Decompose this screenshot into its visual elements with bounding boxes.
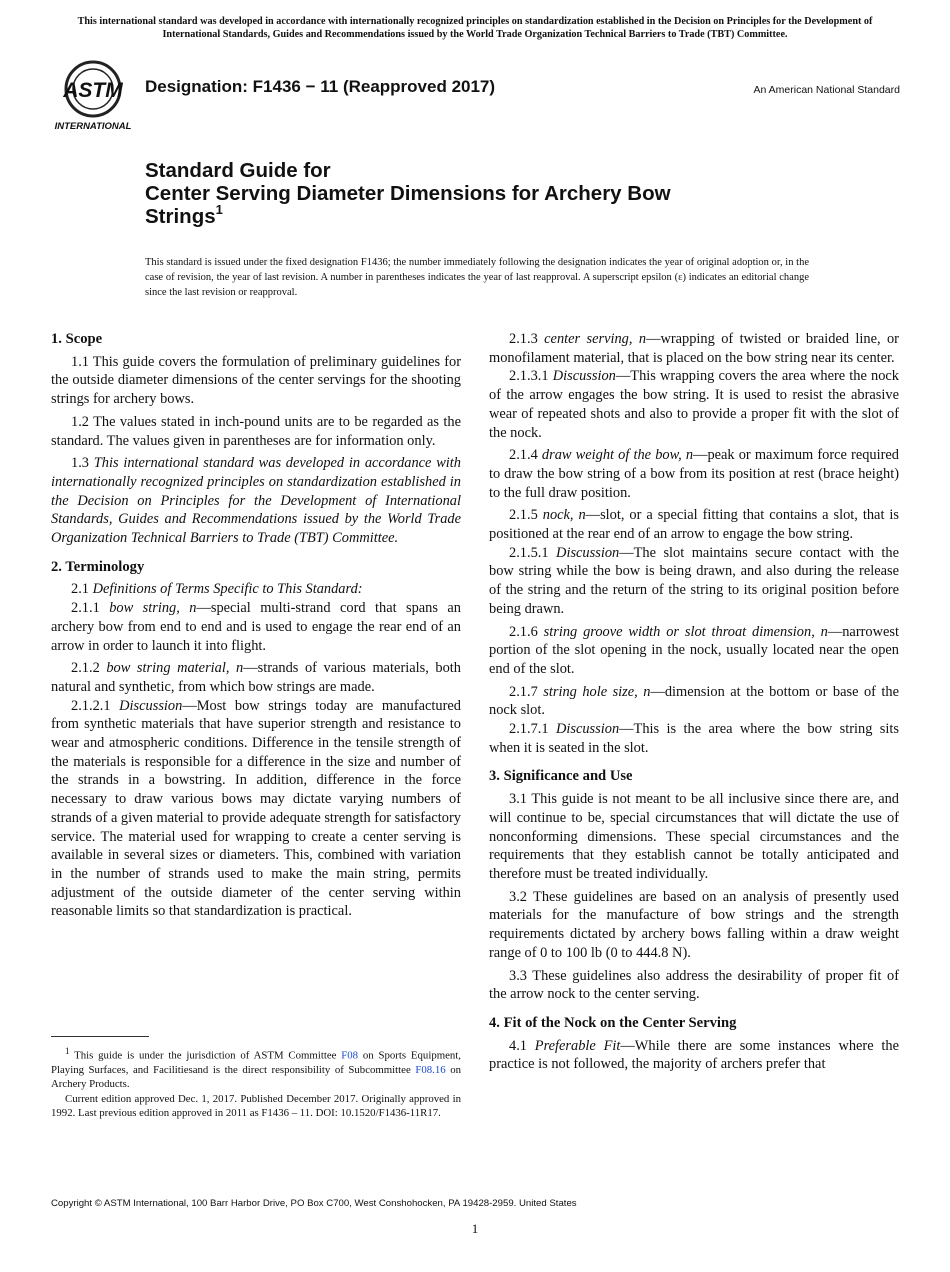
left-column — [51, 330, 461, 925]
title-line-2: Center Serving Diameter Dimensions for Archery Bow — [145, 182, 671, 205]
paragraph-2-1-5: 2.1.5 nock, n—slot, or a special fitting that contains a slot, that is positioned at the rear end of an arrow to engage the bow string. — [489, 507, 899, 543]
title-footnote-mark: 1 — [215, 202, 223, 218]
paragraph-2-1-4: 2.1.4 draw weight of the bow, n—peak or maximum force required to draw the bow string of a bow from its position at rest (brace height) to the full draw position. — [489, 447, 899, 501]
paragraph-2-1-2-1: 2.1.2.1 Discussion—Most bow strings today are manufactured from synthetic materials that have superior strength and resistance to wear and atmospheric conditions. Difference in the tensile strength of the materials is responsible for a difference in the size and number of the strands in a bowstring. In addition, difference in the force necessary to draw various bows may dictate varying numbers of strands of a given material to provide adequate strength for satisfactory service. The material used for wrapping to create a center serving is available in several sizes or diameters. This, combined with variation in the number of strands used to make the main string, permits adjustment of the outside diameter of the center serving within reasonable limits so that standardization is practical. — [51, 697, 461, 920]
paragraph-1-1: 1.1 This guide covers the formulation of preliminary guidelines for the outside diameter dimensions of the center servings for the shooting strings for archery bows. — [51, 353, 461, 408]
national-standard-label: An American National Standard — [753, 84, 900, 96]
paragraph-1-3: 1.3 This international standard was developed in accordance with internationally recognized principles on standardization established in the Decision on Principles for the Development of International Standards, Guides and Recommendations issued by the World Trade Organization Technical Barriers to Trade (TBT) Committee. — [51, 455, 461, 547]
paragraph-2-1-7: 2.1.7 string hole size, n—dimension at the bottom or base of the nock slot. — [489, 683, 899, 719]
paragraph-2-1-1: 2.1.1 bow string, n—special multi-strand cord that spans an archery bow from end to end and is used to engage the rear end of an arrow in order to launch it into flight. — [51, 600, 461, 654]
designation: Designation: F1436 − 11 (Reapproved 2017) — [145, 77, 496, 96]
paragraph-2-1: 2.1 Definitions of Terms Specific to This Standard: — [71, 581, 363, 598]
paragraph-2-1-6: 2.1.6 string groove width or slot throat dimension, n—narrowest portion of the slot opening in the nock, usually located near the open end of the slot. — [489, 623, 899, 677]
top-notice: This international standard was developed in accordance with internationally recognized principles on standardization established in the Decision on Principles for the Development of International Standards, Guides and Recommendations issued by the World Trade Organization Technical Barriers to Trade (TBT) Committee. — [77, 16, 873, 40]
paragraph-3-2: 3.2 These guidelines are based on an analysis of presently used materials for the manufacture of bow strings and the strength requirements dictated by archery bows falling within a draw weight range of 0 to 100 lb (0 to 444.8 N). — [489, 888, 899, 961]
logo-subtext: INTERNATIONAL — [54, 121, 132, 132]
copyright-notice: Copyright © ASTM International, 100 Barr Harbor Drive, PO Box C700, West Conshohocken, PA 19428-2959. United States — [51, 1198, 577, 1209]
section-heading-scope: 1. Scope — [51, 331, 103, 347]
subcommittee-f08-16-link[interactable]: F08.16 — [415, 1063, 446, 1076]
paragraph-2-1-7-1: 2.1.7.1 Discussion—This is the area where the bow string sits when it is seated in the slot. — [489, 721, 899, 756]
paragraph-1-2: 1.2 The values stated in inch-pound units are to be regarded as the standard. The values given in parentheses are for information only. — [51, 413, 461, 449]
right-column — [489, 330, 899, 1078]
footnote-1: $^1$ This guide is under the jurisdiction of ASTM Committee F08 on Sports Equipment, Playing Surfaces, and Facilitiesand is the direct responsibility of Subcommittee F08.16 on Archery Products. — [51, 1046, 462, 1090]
paragraph-3-3: 3.3 These guidelines also address the desirability of proper fit of the arrow nock to the center serving. — [489, 967, 899, 1003]
title-line-1: Standard Guide for — [145, 159, 331, 182]
title-line-3: Strings — [145, 205, 216, 228]
footnote-edition: Current edition approved Dec. 1, 2017. Published December 2017. Originally approved in 1992. Last previous edition approved in 2011 as F1436 – 11. DOI: 10.1520/F1436-11R17. — [51, 1093, 461, 1120]
page-number: 1 — [471, 1221, 479, 1236]
footnotes — [51, 1044, 461, 1122]
issuance-note: This standard is issued under the fixed designation F1436; the number immediately following the designation indicates the year of original adoption or, in the case of revision, the year of last revision. A number in parentheses indicates the year of last reapproval. A superscript epsilon (ε) indicates an editorial change since the last revision or reapproval. — [145, 257, 809, 298]
footnote-divider — [51, 1036, 149, 1037]
section-heading-fit: 4. Fit of the Nock on the Center Serving — [489, 1014, 737, 1031]
logo-text: ASTM — [63, 79, 123, 102]
page-title — [145, 159, 845, 228]
paragraph-2-1-5-1: 2.1.5.1 Discussion—The slot maintains secure contact with the bow string while the bow is being drawn, and also during the release of the string and the return of the string to its original position before being drawn. — [489, 544, 900, 617]
section-heading-terminology: 2. Terminology — [51, 558, 145, 575]
section-heading-significance: 3. Significance and Use — [489, 768, 633, 785]
paragraph-2-1-2: 2.1.2 bow string material, n—strands of various materials, both natural and synthetic, from which bow strings are made. — [51, 660, 461, 695]
paragraph-2-1-3: 2.1.3 center serving, n—wrapping of twisted or braided line, or monofilament material, that is placed on the bow string near its center. — [489, 331, 899, 366]
paragraph-2-1-3-1: 2.1.3.1 Discussion—This wrapping covers the area where the nock of the arrow engages the bow string. It is used to resist the abrasive wear of repeated shots and also to provide a proper fit with the slot of the nock. — [489, 368, 900, 441]
committee-f08-link[interactable]: F08 — [341, 1049, 359, 1062]
paragraph-4-1: 4.1 Preferable Fit—While there are some instances where the practice is not followed, the majority of archers prefer that — [489, 1037, 899, 1073]
astm-logo-icon — [52, 56, 134, 134]
paragraph-3-1: 3.1 This guide is not meant to be all inclusive since there are, and will continue to be, special circumstances that will dictate the use of nonconforming dimensions. These special circumstances and the requirements that they establish cannot be totally anticipated and therefore must be treated individually. — [489, 791, 899, 882]
